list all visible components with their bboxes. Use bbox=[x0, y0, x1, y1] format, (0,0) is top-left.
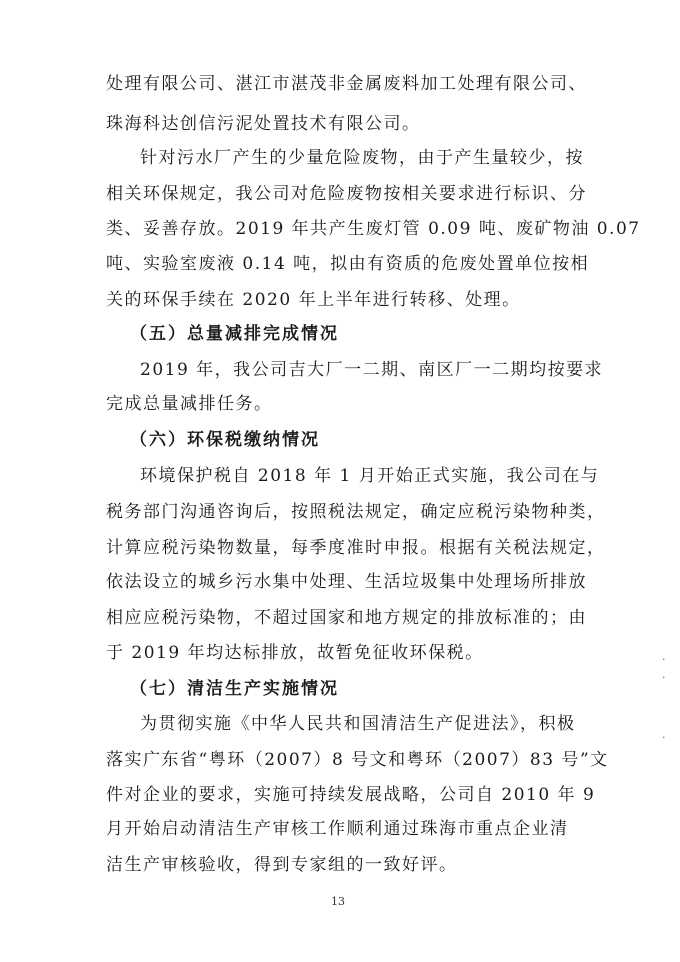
section-heading-7: （七）清洁生产实施情况 bbox=[130, 679, 339, 699]
paragraph-line-15: 于 2019 年均达标排放，故暂免征收环保税。 bbox=[106, 643, 484, 663]
paragraph-line-12: 计算应税污染物数量，每季度准时申报。根据有关税法规定， bbox=[106, 538, 606, 558]
paragraph-line-10: 环境保护税自 2018 年 1 月开始正式实施，我公司在与 bbox=[140, 466, 600, 486]
paragraph-line-20: 洁生产审核验收，得到专家组的一致好评。 bbox=[106, 855, 458, 875]
paragraph-line-8: 2019 年，我公司吉大厂一二期、南区厂一二期均按要求 bbox=[140, 360, 604, 380]
paragraph-line-19: 月开始启动清洁生产审核工作顺利通过珠海市重点企业清 bbox=[106, 819, 569, 839]
section-heading-5: （五）总量减排完成情况 bbox=[130, 324, 339, 344]
paragraph-line-9: 完成总量减排任务。 bbox=[106, 394, 273, 414]
paragraph-line-18: 件对企业的要求，实施可持续发展战略，公司自 2010 年 9 bbox=[106, 785, 596, 805]
paragraph-line-1: 处理有限公司、湛江市湛茂非金属废料加工处理有限公司、 bbox=[106, 74, 587, 94]
paragraph-line-2: 珠海科达创信污泥处置技术有限公司。 bbox=[106, 114, 421, 134]
page-number: 13 bbox=[331, 895, 345, 908]
binding-mark-icon: . bbox=[662, 728, 666, 741]
paragraph-line-17: 落实广东省“粤环（2007）8 号文和粤环（2007）83 号”文 bbox=[106, 750, 609, 770]
paragraph-line-4: 相关环保规定，我公司对危险废物按相关要求进行标识、分 bbox=[106, 184, 587, 204]
paragraph-line-11: 税务部门沟通咨询后，按照税法规定，确定应税污染物种类， bbox=[106, 502, 606, 522]
binding-mark-icon: . bbox=[662, 650, 666, 663]
paragraph-line-5: 类、妥善存放。2019 年共产生废灯管 0.09 吨、废矿物油 0.07 bbox=[106, 219, 641, 239]
paragraph-line-3: 针对污水厂产生的少量危险废物，由于产生量较少，按 bbox=[140, 148, 584, 168]
paragraph-line-14: 相应应税污染物，不超过国家和地方规定的排放标准的；由 bbox=[106, 608, 587, 628]
paragraph-line-6: 吨、实验室废液 0.14 吨，拟由有资质的危废处置单位按相 bbox=[106, 254, 590, 274]
binding-mark-icon: . bbox=[662, 668, 666, 681]
section-heading-6: （六）环保税缴纳情况 bbox=[130, 430, 320, 450]
paragraph-line-13: 依法设立的城乡污水集中处理、生活垃圾集中处理场所排放 bbox=[106, 572, 587, 592]
paragraph-line-7: 关的环保手续在 2020 年上半年进行转移、处理。 bbox=[106, 290, 521, 310]
paragraph-line-16: 为贯彻实施《中华人民共和国清洁生产促进法》，积极 bbox=[140, 714, 576, 734]
